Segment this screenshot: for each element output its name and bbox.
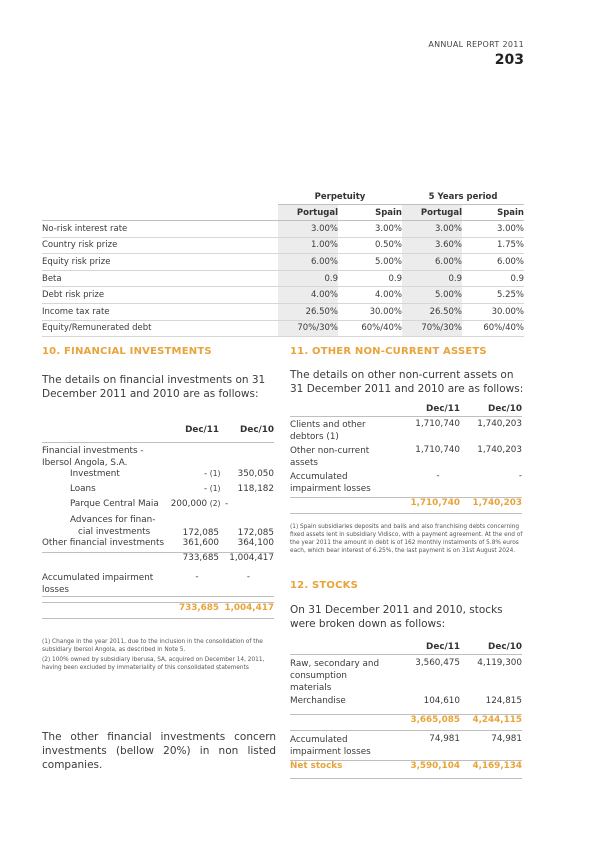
cell-value: 4.00% — [278, 287, 338, 304]
cell-value: 733,685 — [182, 553, 220, 563]
cell-value: 6.00% — [278, 254, 338, 271]
table-row — [42, 514, 274, 538]
row-label: Equity risk prize — [42, 254, 278, 271]
cell-value: 3,560,475 — [415, 658, 460, 668]
total-value: 1,740,203 — [460, 498, 522, 514]
col-portugal-5y: Portugal — [402, 205, 462, 221]
net-stocks-row — [290, 760, 522, 778]
report-label: ANNUAL REPORT 2011 — [428, 40, 524, 49]
table-row — [42, 538, 274, 553]
financial-investments-table — [42, 425, 274, 619]
subtotal-row — [42, 553, 274, 569]
cell-value: 0.9 — [278, 270, 338, 287]
row-label: Other non-current assets — [290, 446, 370, 468]
total-value: 1,710,740 — [390, 498, 460, 514]
row-label: Accumulated impairment losses — [42, 569, 171, 597]
row-label: Loans — [70, 483, 96, 494]
section-title-financial-investments: 10. FINANCIAL INVESTMENTS — [42, 346, 212, 357]
cell-value: 1,710,740 — [415, 445, 460, 455]
table-row — [42, 287, 524, 304]
cell-value: - — [171, 569, 223, 597]
cell-value: - — [223, 569, 274, 597]
row-label: Raw, secondary and consumption materials — [290, 659, 380, 693]
col-spain-5y: Spain — [462, 205, 524, 221]
rates-table — [42, 189, 524, 337]
stocks-intro: On 31 December 2011 and 2010, stocks were broken down as follows: — [290, 604, 503, 630]
cell-value: 70%/30% — [402, 320, 462, 337]
cell-value: 26.50% — [402, 303, 462, 320]
table-row — [42, 469, 274, 484]
row-label: Parque Central Maia — [70, 498, 159, 509]
footnote-2: (2) 100% owned by subsidiary Iberusa, SA, acquired on December 14, 2011, having been excluded by immateriality of this consolidated statements — [42, 657, 265, 671]
cell-value: 26.50% — [278, 303, 338, 320]
table-row — [290, 443, 522, 469]
cell-value: 60%/40% — [462, 320, 524, 337]
cell-value: 4.00% — [338, 287, 402, 304]
total-value: 3,590,104 — [390, 760, 460, 778]
row-label: Accumulated impairment losses — [290, 469, 390, 498]
page-number: 203 — [494, 52, 524, 68]
table-row — [42, 484, 274, 499]
cell-value: 364,100 — [223, 538, 274, 553]
cell-value: 0.9 — [338, 270, 402, 287]
note-ref: (1) — [209, 468, 221, 478]
cell-value: 200,000 — [170, 498, 208, 509]
cell-value: - — [460, 469, 522, 498]
cell-value: 1.75% — [462, 237, 524, 254]
cell-value: - — [203, 483, 208, 494]
row-label: Debt risk prize — [42, 287, 278, 304]
cell-value: 350,050 — [237, 468, 274, 479]
subtotal-value: 4,244,115 — [460, 714, 522, 730]
cell-value: 74,981 — [460, 730, 522, 760]
cell-value: 0.9 — [402, 270, 462, 287]
col-dec11: Dec/11 — [390, 402, 460, 417]
table-row — [42, 569, 274, 597]
row-label: Financial investments - Ibersol Angola, S.A. — [42, 445, 144, 468]
table-row — [42, 270, 524, 287]
cell-value: 60%/40% — [338, 320, 402, 337]
table-row — [42, 237, 524, 254]
table-row — [290, 469, 522, 498]
total-row — [42, 602, 274, 618]
row-label: Investment — [70, 468, 120, 479]
note-ref: (1) — [209, 483, 221, 493]
total-value: 4,169,134 — [460, 760, 522, 778]
total-row — [290, 498, 522, 514]
table-row — [42, 303, 524, 320]
cell-value: 3.00% — [338, 221, 402, 238]
row-label: Other financial investments — [42, 538, 171, 553]
row-label: Advances for finan- cial investments — [70, 514, 156, 537]
table-row — [290, 655, 522, 697]
col-spain-perp: Spain — [338, 205, 402, 221]
col-dec11: Dec/11 — [171, 425, 223, 442]
cell-value: 30.00% — [338, 303, 402, 320]
non-current-assets-table — [290, 402, 522, 514]
row-label: Country risk prize — [42, 237, 278, 254]
subtotal-value: 3,665,085 — [390, 714, 460, 730]
table-row — [290, 696, 522, 714]
cell-value: 70%/30% — [278, 320, 338, 337]
cell-value: 0.9 — [462, 270, 524, 287]
cell-value: 1,004,417 — [229, 553, 274, 563]
cell-value: 30.00% — [462, 303, 524, 320]
cell-value: 4,119,300 — [477, 658, 522, 668]
cell-value: 3.00% — [402, 221, 462, 238]
cell-value: 1,740,203 — [477, 445, 522, 455]
cell-value: 172,085 — [182, 527, 220, 538]
footnote-1: (1) Change in the year 2011, due to the inclusion in the consolidation of the subsidiary Ibersol Angola, as described in Note 5. — [42, 639, 263, 653]
row-label: Net stocks — [290, 760, 390, 778]
financial-closing: The other financial investments concern investments (bellow 20%) in non listed companies. — [42, 731, 276, 771]
col-dec11: Dec/11 — [390, 640, 460, 655]
cell-value: - — [203, 468, 208, 479]
row-label: Beta — [42, 270, 278, 287]
cell-value: 1,710,740 — [415, 419, 460, 429]
total-value: 1,004,417 — [223, 602, 274, 618]
table-row — [42, 254, 524, 271]
financial-intro: The details on financial investments on 31 December 2011 and 2010 are as follows: — [42, 374, 266, 400]
table-row — [290, 417, 522, 444]
group-5-years: 5 Years period — [402, 189, 524, 205]
row-label: Clients and other debtors (1) — [290, 420, 366, 442]
col-dec10: Dec/10 — [460, 640, 522, 655]
cell-value: 118,182 — [237, 483, 274, 494]
col-dec10: Dec/10 — [223, 425, 274, 442]
cell-value: 3.00% — [462, 221, 524, 238]
group-perpetuity: Perpetuity — [278, 189, 402, 205]
cell-value: 1,740,203 — [477, 419, 522, 429]
col-portugal-perp: Portugal — [278, 205, 338, 221]
row-label: Income tax rate — [42, 303, 278, 320]
table-row — [290, 730, 522, 760]
row-label: Equity/Remunerated debt — [42, 320, 278, 337]
table-row — [42, 320, 524, 337]
cell-value: 3.60% — [402, 237, 462, 254]
cell-value: - — [390, 469, 460, 498]
cell-value: - — [225, 498, 229, 509]
cell-value: 3.00% — [278, 221, 338, 238]
cell-value: 5.25% — [462, 287, 524, 304]
cell-value: 5.00% — [338, 254, 402, 271]
cell-value: 104,610 — [390, 696, 460, 714]
note-ref: (2) — [209, 498, 221, 508]
noncurrent-intro: The details on other non-current assets on 31 December 2011 and 2010 are as follows: — [290, 369, 524, 395]
cell-value: 361,600 — [171, 538, 223, 553]
noncurrent-footnote: (1) Spain subsidiaries deposits and bails and also franchising debts concerning fixed assets lent in subsidiary Vidisco, with a payment agreement. At the end of the year 2011 the amount in debt is of 162 monthly instalments of 5.8% euros each, which bear interest of 6.25%, the last payment is on 31st August 2024. — [290, 524, 523, 554]
table-row — [42, 499, 274, 514]
cell-value: 74,981 — [390, 730, 460, 760]
subtotal-row — [290, 714, 522, 730]
total-value: 733,685 — [171, 602, 223, 618]
cell-value: 6.00% — [462, 254, 524, 271]
cell-value: 0.50% — [338, 237, 402, 254]
cell-value: 5.00% — [402, 287, 462, 304]
cell-value: 1.00% — [278, 237, 338, 254]
table-row — [42, 221, 524, 238]
section-title-non-current-assets: 11. OTHER NON-CURRENT ASSETS — [290, 346, 487, 357]
col-dec10: Dec/10 — [460, 402, 522, 417]
cell-value: 6.00% — [402, 254, 462, 271]
row-label: Merchandise — [290, 696, 390, 714]
cell-value: 172,085 — [237, 527, 274, 538]
row-label: Accumulated impairment losses — [290, 730, 390, 760]
section-title-stocks: 12. STOCKS — [290, 580, 359, 591]
row-label: No-risk interest rate — [42, 221, 278, 238]
stocks-table — [290, 640, 522, 779]
cell-value: 124,815 — [460, 696, 522, 714]
